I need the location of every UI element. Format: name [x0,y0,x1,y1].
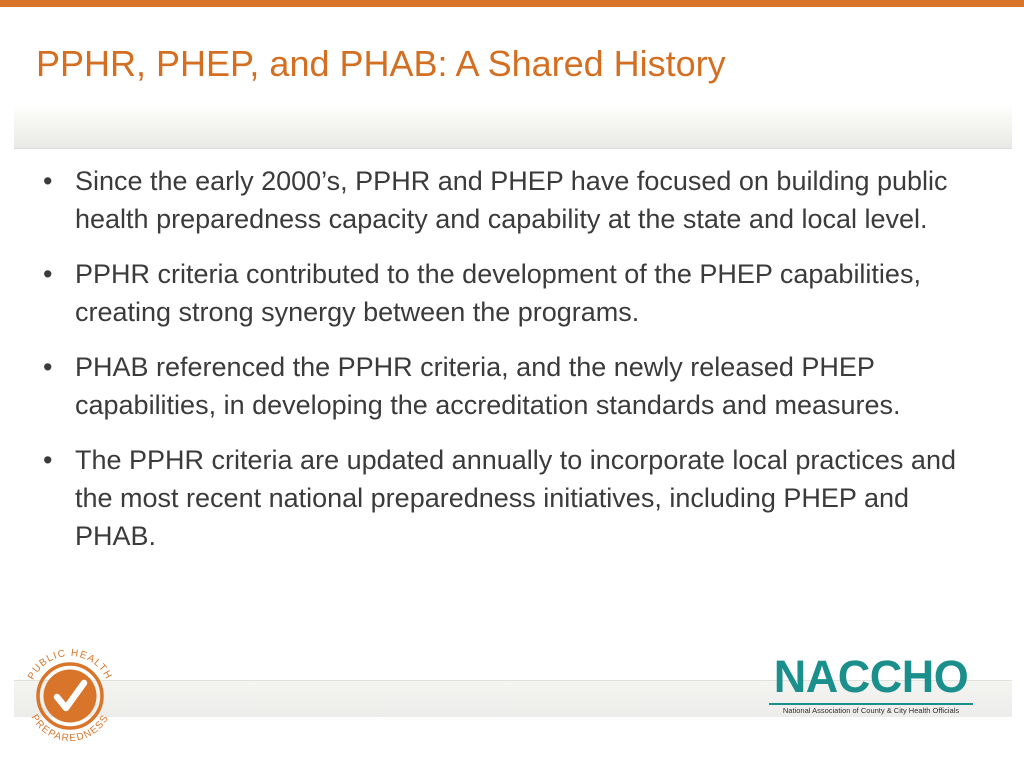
bullet-text: PHAB referenced the PPHR criteria, and the newly released PHEP capabilities, in developing the accreditation standards and measures. [75,352,901,420]
public-health-preparedness-logo [20,646,120,746]
seal-bottom-text: PREPAREDNESS [28,712,112,745]
bullet-text: The PPHR criteria are updated annually to incorporate local practices and the most recent national preparedness initiatives, including PHEP and PHAB. [75,445,956,551]
seal-disc [44,670,97,723]
seal-top-text: PUBLIC HEALTH [26,647,114,682]
bullet-dot: • [43,445,53,475]
bullet-dot: • [43,166,53,196]
naccho-divider [769,703,973,705]
bullet-text: PPHR criteria contributed to the development of the PHEP capabilities, creating strong synergy between the programs. [75,259,921,327]
bullet-dot: • [43,259,53,289]
bullet-dot: • [43,352,53,382]
bullet-item [40,162,980,238]
bullet-item [40,255,980,331]
bullet-item [40,441,980,555]
slide-title: PPHR, PHEP, and PHAB: A Shared History [36,43,726,84]
bullet-text: Since the early 2000’s, PPHR and PHEP have focused on building public health preparedness capacity and capability at the state and local level. [75,166,948,234]
naccho-logo [766,652,976,718]
top-accent-bar [0,0,1024,7]
naccho-wordmark: NACCHO [773,651,969,702]
naccho-subtitle: National Association of County & City Health Officials [782,706,960,715]
bullet-item [40,348,980,424]
bullet-list [40,162,980,572]
title-divider-band [14,104,1012,149]
